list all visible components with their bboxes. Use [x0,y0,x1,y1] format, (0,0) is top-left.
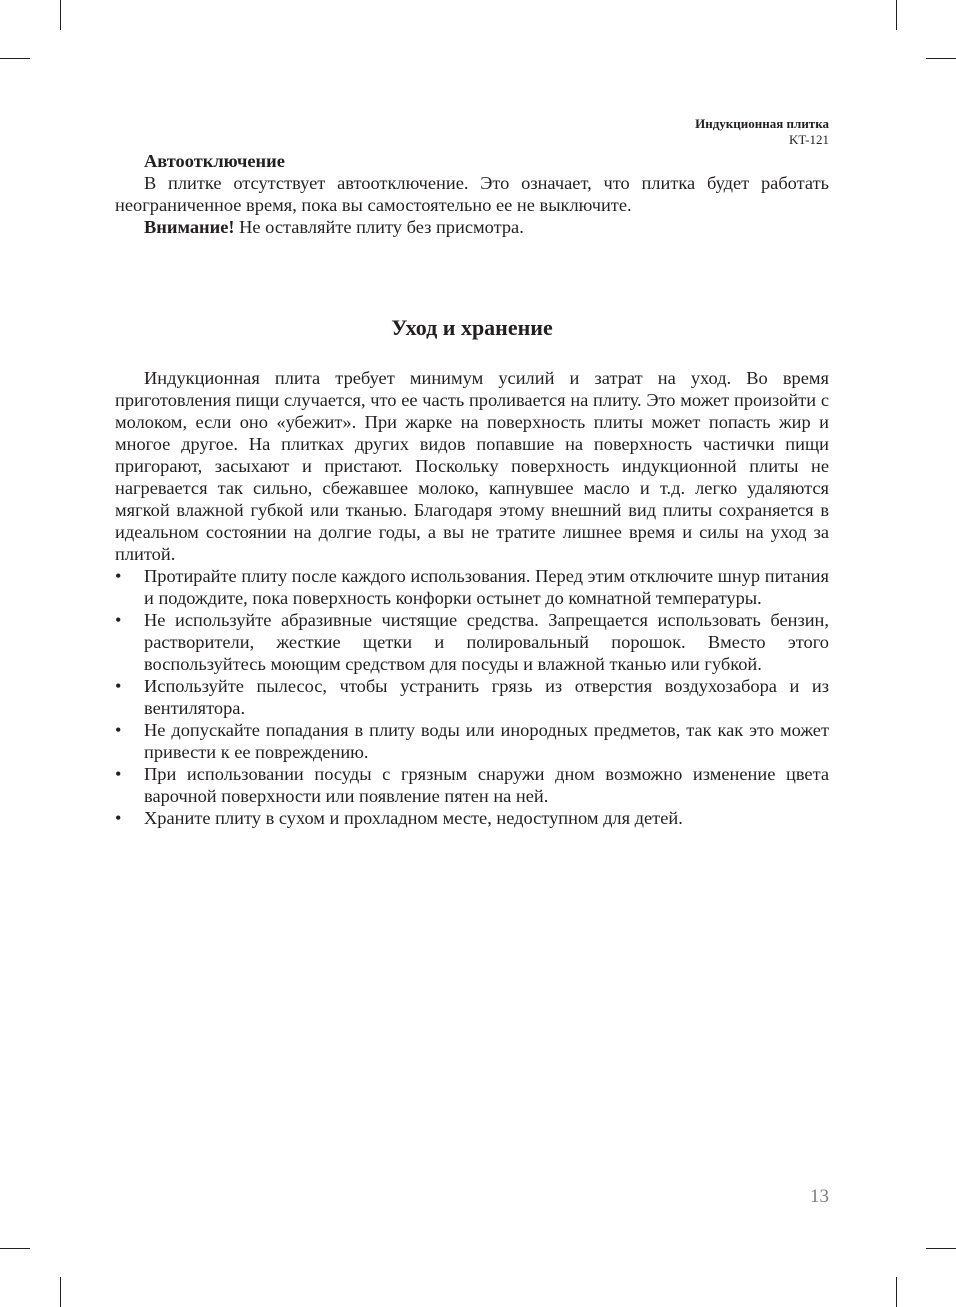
warning-label: Внимание! [144,217,235,237]
list-item-text: Храните плиту в сухом и прохладном месте, недоступном для детей. [144,808,683,828]
crop-mark [60,1277,61,1307]
care-intro: Индукционная плита требует минимум усилий и затрат на уход. Во время приготовления пищи случается, что ее часть проливается на плиту. Это может произойти с молоком, если оно «убежит». При жарке на поверхность плиты может попасть жир и многое другое. На плитках других видов попавшие на поверхность частички пищи пригорают, засыхают и пристают. Поскольку поверхность индукционной плиты не нагревается так сильно, сбежавшее молоко, капнувшее масло и т.д. легко удаляются мягкой влажной губкой или тканью. Благодаря этому внешний вид плиты сохраняется в идеальном состоянии на долгие годы, а вы не тратите лишнее время и силы на уход за плитой. [115,368,829,564]
running-head-model: KT-121 [789,132,829,147]
bullet-icon: • [115,566,122,586]
section-title: Уход и хранение [391,315,553,340]
warning-text: Не оставляйте плиту без присмотра. [234,217,524,237]
crop-mark [926,58,956,59]
auto-off-warning [115,216,829,238]
bullet-icon: • [115,676,122,696]
page-number: 13 [810,1186,829,1207]
page-content [115,150,829,829]
list-item [115,609,829,675]
list-item-text: Используйте пылесос, чтобы устранить грязь из отверстия воздухозабора и из вентилятора. [144,676,829,718]
list-item-text: Протирайте плиту после каждого использования. Перед этим отключите шнур питания и подождите, пока поверхность конфорки остынет до комнатной температуры. [144,566,829,608]
auto-off-text: В плитке отсутствует автоотключение. Это означает, что плитка будет работать неограниченное время, пока вы самостоятельно ее не выключите. [115,173,829,215]
list-item [115,807,829,829]
auto-off-heading: Автоотключение [144,151,285,171]
crop-mark [0,1248,30,1249]
crop-mark [0,58,30,59]
care-list [115,565,829,829]
crop-mark [896,0,897,30]
bullet-icon: • [115,764,122,784]
list-item-text: При использовании посуды с грязным снаружи дном возможно изменение цвета варочной поверхности или появление пятен на ней. [144,764,829,806]
list-item [115,675,829,719]
list-item [115,719,829,763]
list-item [115,763,829,807]
bullet-icon: • [115,808,122,828]
running-head-title: Индукционная плитка [695,116,829,131]
crop-mark [60,0,61,30]
crop-mark [926,1248,956,1249]
bullet-icon: • [115,720,122,740]
running-head [695,116,829,148]
bullet-icon: • [115,610,122,630]
list-item-text: Не используйте абразивные чистящие средства. Запрещается использовать бензин, растворители, жесткие щетки и полировальный порошок. Вместо этого воспользуйтесь моющим средством для посуды и влажной тканью или губкой. [144,610,829,674]
crop-mark [896,1277,897,1307]
list-item [115,565,829,609]
list-item-text: Не допускайте попадания в плиту воды или инородных предметов, так как это может привести к ее повреждению. [144,720,829,762]
